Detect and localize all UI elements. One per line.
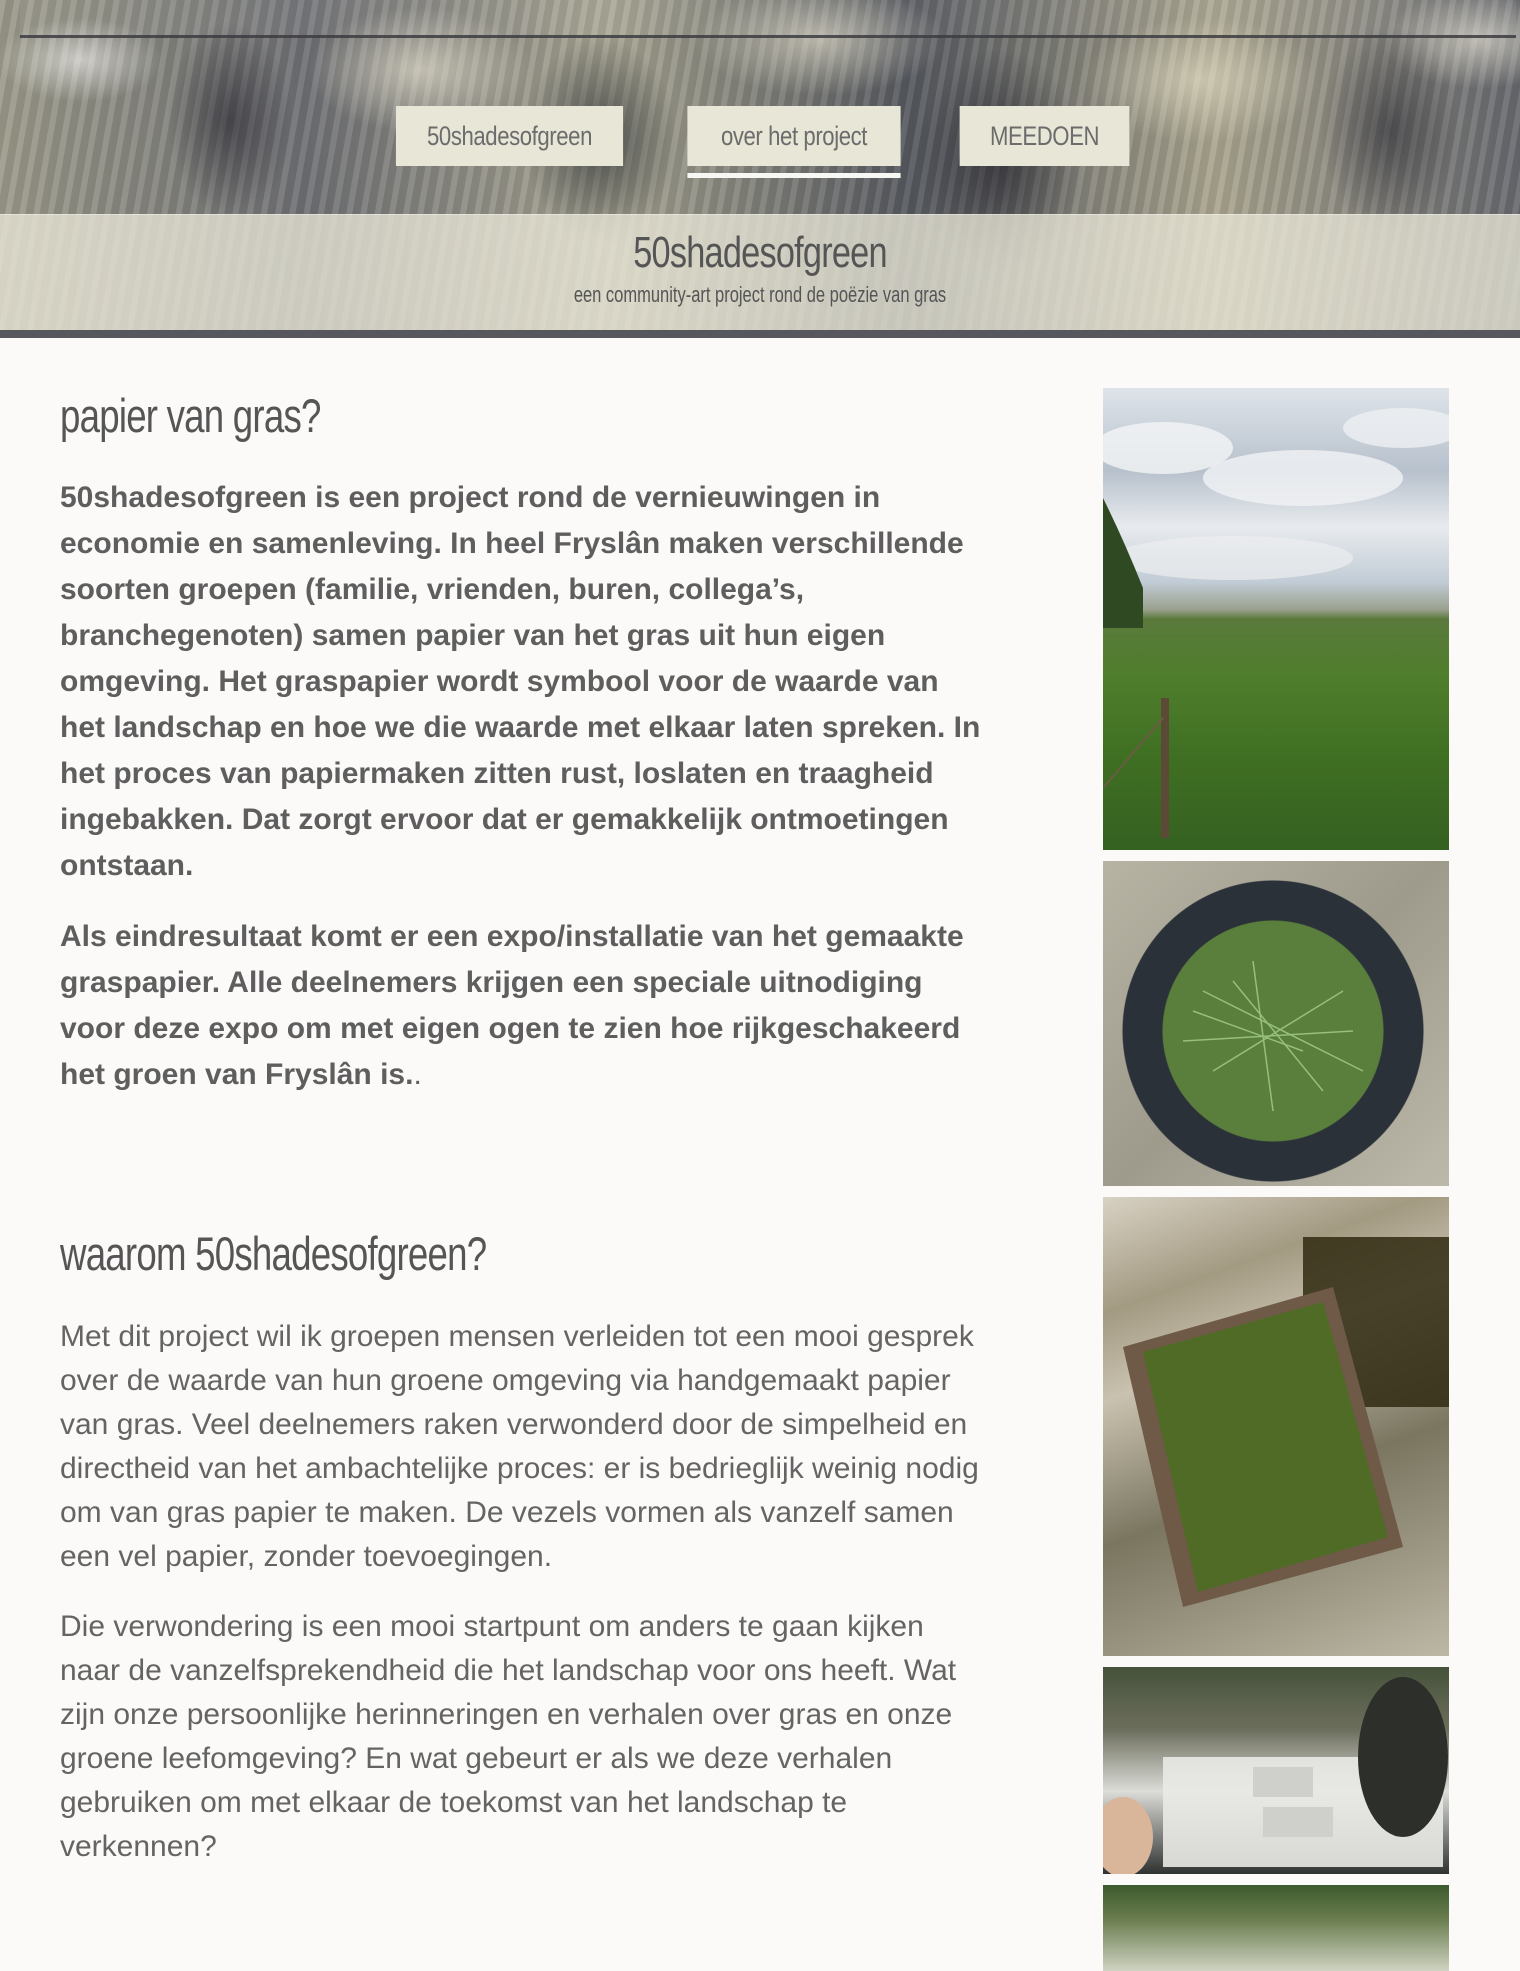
paragraph-trailing: . [413,1058,422,1091]
paragraph: 50shadesofgreen is een project rond de vernieuwingen in economie en samenleving. In heel Fryslân maken verschillende soorten groepen (familie, vrienden, buren, collega’s, branchegenoten) samen papier van het gras uit hun eigen omgeving. Het graspapier wordt symbool voor de waarde van het landschap en hoe we die waarde met elkaar laten spreken. In het proces van papiermaken zitten rust, loslaten en traagheid ingebakken. Dat zorgt ervoor dat er gemakkelijk ontmoetingen ontstaan. [60,481,981,882]
paragraph-text: Als eindresultaat komt er een expo/installatie van het gemaakte graspapier. Alle deelnemers krijgen een speciale uitnodiging voor deze expo om met eigen ogen te zien hoe rijkgeschakeerd het groen van Fryslân is. [60,920,964,1091]
section-waarom [60,1226,990,1869]
section-title: papier van gras? [60,389,321,442]
header-divider [0,330,1520,338]
paper-mould-photo[interactable] [1103,1197,1449,1656]
site-subtitle: een community-art project rond de poëzie van gras [573,282,947,307]
paragraph [60,914,990,1098]
main-nav [0,106,1520,178]
trees-photo[interactable] [1103,1885,1449,1971]
paragraph: Die verwondering is een mooi startpunt om anders te gaan kijken naar de vanzelfsprekendheid die het landschap voor ons heeft. Wat zijn onze persoonlijke herinneringen en verhalen over gras en onze groene leefomgeving? En wat gebeurt er als we deze verhalen gebruiken om met elkaar de toekomst van het landschap te verkennen? [60,1610,957,1863]
site-title[interactable]: 50shadesofgreen [633,228,887,277]
header-top-strip [20,0,1516,38]
grass-field-photo[interactable] [1103,388,1449,850]
main-content [60,380,990,1869]
nav-item-meedoen[interactable]: MEEDOEN [960,106,1130,166]
workshop-people-photo[interactable] [1103,1667,1449,1874]
section-papier-van-gras [60,388,990,1098]
bucket-of-grass-photo[interactable] [1103,861,1449,1186]
site-header [0,0,1520,338]
section-title: waarom 50shadesofgreen? [60,1227,487,1280]
paragraph: Met dit project wil ik groepen mensen verleiden tot een mooi gesprek over de waarde van hun groene omgeving via handgemaakt papier van gras. Veel deelnemers raken verwonderd door de simpelheid en directheid van het ambachtelijke proces: er is bedrieglijk weinig nodig om van gras papier te maken. De vezels vormen als vanzelf samen een vel papier, zonder toevoegingen. [60,1320,979,1573]
nav-item-over-het-project[interactable]: over het project [687,106,900,166]
nav-item-home[interactable]: 50shadesofgreen [396,106,623,166]
